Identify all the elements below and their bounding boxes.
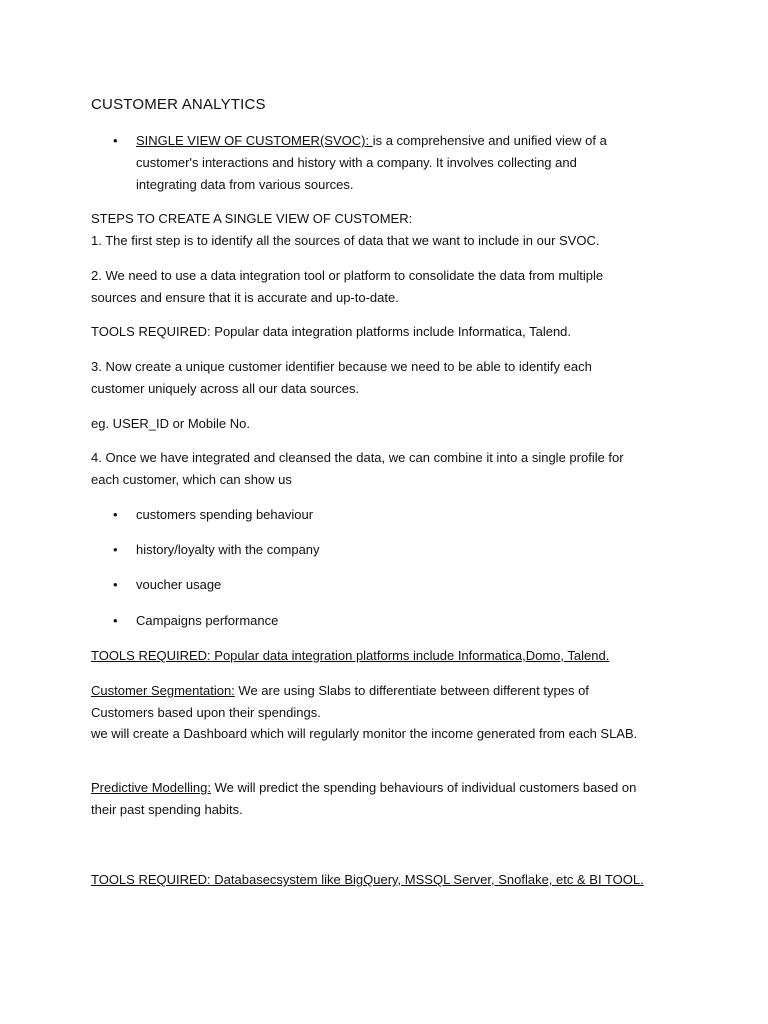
svoc-line-2: customer's interactions and history with a company. It involves collecting and [136, 155, 577, 170]
list-item: history/loyalty with the company [136, 542, 320, 557]
svoc-line-1 [136, 130, 607, 152]
predictive-line-1 [91, 777, 636, 799]
predictive-line-2: their past spending habits. [91, 802, 243, 817]
svoc-term: SINGLE VIEW OF CUSTOMER(SVOC): [136, 133, 373, 148]
svoc-line-3: integrating data from various sources. [136, 177, 354, 192]
tools-required-1: TOOLS REQUIRED: Popular data integration platforms include Informatica, Talend. [91, 324, 572, 339]
segmentation-text-1: We are using Slabs to differentiate between different types of [234, 683, 589, 698]
tools-required-3: TOOLS REQUIRED: Databasecsystem like BigQuery, MSSQL Server, Snoflake, etc & BI TOOL. [91, 872, 644, 887]
predictive-text-1: We will predict the spending behaviours of individual customers based on [210, 780, 637, 795]
tools-required-2: TOOLS REQUIRED: Popular data integration platforms include Informatica,Domo, Talend. [91, 648, 610, 663]
segmentation-line-3: we will create a Dashboard which will regularly monitor the income generated from each SLAB. [91, 726, 638, 741]
svoc-definition-1: is a comprehensive and unified view of a [372, 133, 607, 148]
predictive-term: Predictive Modelling: [91, 780, 211, 795]
bullet-icon: • [113, 507, 118, 522]
segmentation-term: Customer Segmentation: [91, 683, 235, 698]
list-item: Campaigns performance [136, 613, 279, 628]
list-item: voucher usage [136, 577, 222, 592]
bullet-icon: • [113, 577, 118, 592]
step-1: 1. The first step is to identify all the sources of data that we want to include in our SVOC. [91, 233, 600, 248]
identifier-example: eg. USER_ID or Mobile No. [91, 416, 250, 431]
page-title: CUSTOMER ANALYTICS [91, 96, 266, 113]
steps-heading: STEPS TO CREATE A SINGLE VIEW OF CUSTOMER: [91, 211, 413, 226]
segmentation-line-1 [91, 680, 589, 702]
segmentation-line-2: Customers based upon their spendings. [91, 705, 321, 720]
bullet-icon: • [113, 133, 118, 148]
step-4-line-2: each customer, which can show us [91, 472, 292, 487]
step-2-line-2: sources and ensure that it is accurate and up-to-date. [91, 290, 399, 305]
list-item: customers spending behaviour [136, 507, 314, 522]
bullet-icon: • [113, 613, 118, 628]
bullet-icon: • [113, 542, 118, 557]
step-3-line-1: 3. Now create a unique customer identifier because we need to be able to identify each [91, 359, 592, 374]
step-2-line-1: 2. We need to use a data integration tool or platform to consolidate the data from multiple [91, 268, 604, 283]
step-3-line-2: customer uniquely across all our data sources. [91, 381, 360, 396]
step-4-line-1: 4. Once we have integrated and cleansed the data, we can combine it into a single profile for [91, 450, 624, 465]
